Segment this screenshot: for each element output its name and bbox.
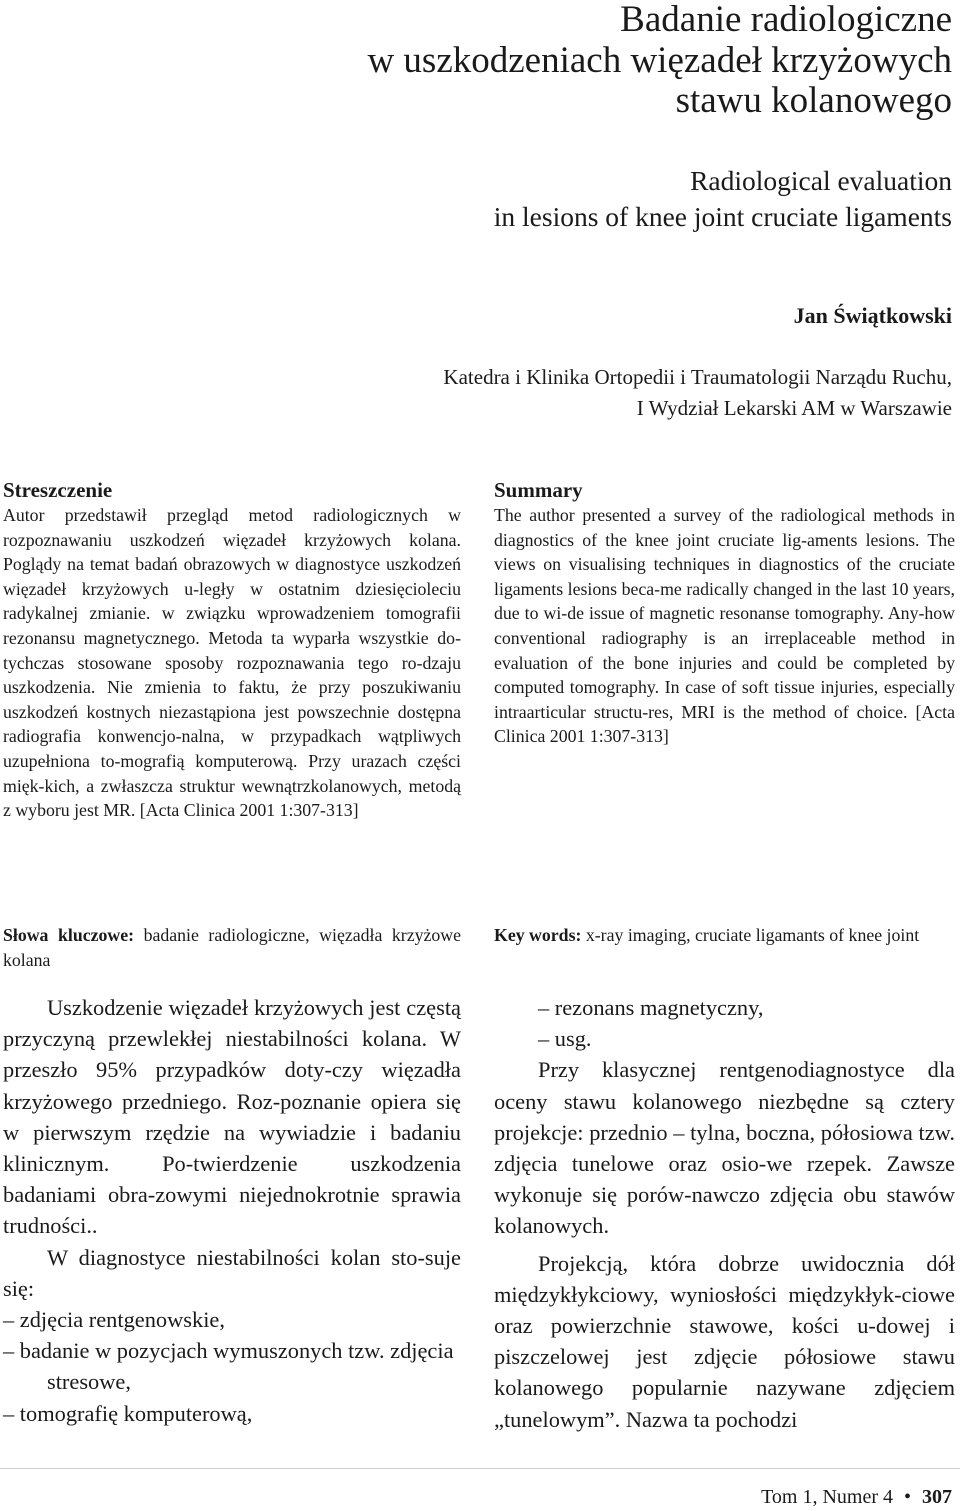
page-number: 307 — [922, 1486, 952, 1508]
list-item: – tomografię komputerową, — [3, 1400, 253, 1426]
journal-issue: Tom 1, Numer 4 — [761, 1486, 893, 1508]
author-name: Jan Świątkowski — [793, 303, 952, 328]
bullet-separator: • — [903, 1486, 911, 1508]
list-item: – badanie w pozycjach wymuszonych tzw. zdjęcia stresowe, — [3, 1338, 454, 1395]
list-item: – usg. — [538, 1026, 592, 1052]
page-footer — [761, 1484, 952, 1510]
title-english-line: Radiological evaluation — [690, 165, 952, 196]
footer-divider — [0, 1468, 960, 1469]
abstract-polish-heading: Streszczenie — [3, 478, 113, 502]
abstract-polish — [3, 477, 461, 823]
abstract-polish-text: Autor przedstawił przegląd metod radiologicznych w rozpoznawaniu uszkodzeń więzadeł krzyżowych kolana. Poglądy na temat badań obrazowych w diagnostyce uszkodzeń więzadeł krzyżowych u-legły w ostatnim dziesięcioleciu radykalnej zmianie. w związku wprowadzeniem tomografii rezonansu magnetycznego. Metoda ta wyparła wszystkie do-tychczas stosowane sposoby rozpoznawania tego ro-dzaju uszkodzenia. Nie zmienia to faktu, że przy poszukiwaniu uszkodzeń kostnych niezastąpiona jest powszechnie dostępna radiografia konwencjo-nalna, w przypadkach wątpliwych uzupełniona to-mografią komputerową. Przy urazach części mięk-kich, a zwłaszcza struktur wewnątrzkolanowych, metodą z wyboru jest MR. [Acta Clinica 2001 1:307-313] — [3, 505, 461, 821]
abstract-english-text: The author presented a survey of the radiological methods in diagnostics of the knee joint cruciate lig-aments lesions. The views on visualising techniques in diagnostics of the cruciate ligaments lesions beca-me radically changed in the last 10 years, due to wi-de issue of magnetic resonanse tomography. Any-how conventional radiography is an irreplaceable method in evaluation of the bone injuries and could be completed by computed tomography. In case of soft tissue injuries, especially intraarticular structu-res, MRI is the method of choice. [Acta Clinica 2001 1:307-313] — [494, 505, 955, 747]
affiliation — [443, 362, 952, 424]
keywords-english — [494, 923, 955, 948]
keywords-polish-text: badanie radiologiczne, więzadła krzyżowe kolana — [3, 925, 461, 970]
keywords-english-label: Key words: — [494, 925, 582, 945]
title-polish-line: stawu kolanowego — [675, 80, 952, 121]
title-polish — [367, 0, 952, 122]
title-polish-line: w uszkodzeniach więzadeł krzyżowych — [367, 39, 952, 81]
abstract-english-heading: Summary — [494, 478, 583, 502]
affiliation-line: I Wydział Lekarski AM w Warszawie — [636, 396, 952, 420]
keywords-polish-label: Słowa kluczowe: — [3, 925, 135, 945]
body-paragraph: Uszkodzenie więzadeł krzyżowych jest częstą przyczyną przewlekłej niestabilności kolana. W przeszło 95% przypadków doty-czy więzadła krzyżowego przedniego. Roz-poznanie opiera się w pierwszym rzędzie na wywiadzie i badaniu klinicznym. Po-twierdzenie uszkodzenia badaniami obra-zowymi niejednokrotnie sprawia trudności.. — [3, 995, 461, 1239]
list-item: – zdjęcia rentgenowskie, — [3, 1307, 225, 1333]
affiliation-line: Katedra i Klinika Ortopedii i Traumatologii Narządu Ruchu, — [443, 365, 952, 389]
keywords-english-text: x-ray imaging, cruciate ligamants of knee joint — [585, 925, 920, 945]
body-paragraph: Projekcją, która dobrze uwidocznia dół międzykłykciowy, wyniosłości międzykłyk-ciowe oraz powierzchnie stawowe, kości u-dowej i piszczelowej jest zdjęcie półosiowe stawu kolanowego popularnie nazywane zdjęciem „tunelowym”. Nazwa ta pochodzi — [494, 1250, 955, 1432]
keywords-polish — [3, 923, 461, 972]
abstract-english — [494, 477, 955, 749]
title-english — [494, 163, 952, 235]
list-item: – rezonans magnetyczny, — [538, 995, 764, 1020]
title-english-line: in lesions of knee joint cruciate ligaments — [493, 201, 952, 232]
body-paragraph: W diagnostyce niestabilności kolan sto-suje się: — [3, 1244, 461, 1301]
body-paragraph: Przy klasycznej rentgenodiagnostyce dla oceny stawu kolanowego niezbędne są cztery projekcje: przednio – tylna, boczna, półosiowa tzw. zdjęcia tunelowe oraz osio-we rzepek. Zawsze wykonuje się porów-nawczo zdjęcia obu stawów kolanowych. — [494, 1057, 955, 1239]
body-right-column — [494, 992, 955, 1435]
body-left-column — [3, 992, 461, 1429]
title-polish-line: Badanie radiologiczne — [620, 0, 952, 40]
